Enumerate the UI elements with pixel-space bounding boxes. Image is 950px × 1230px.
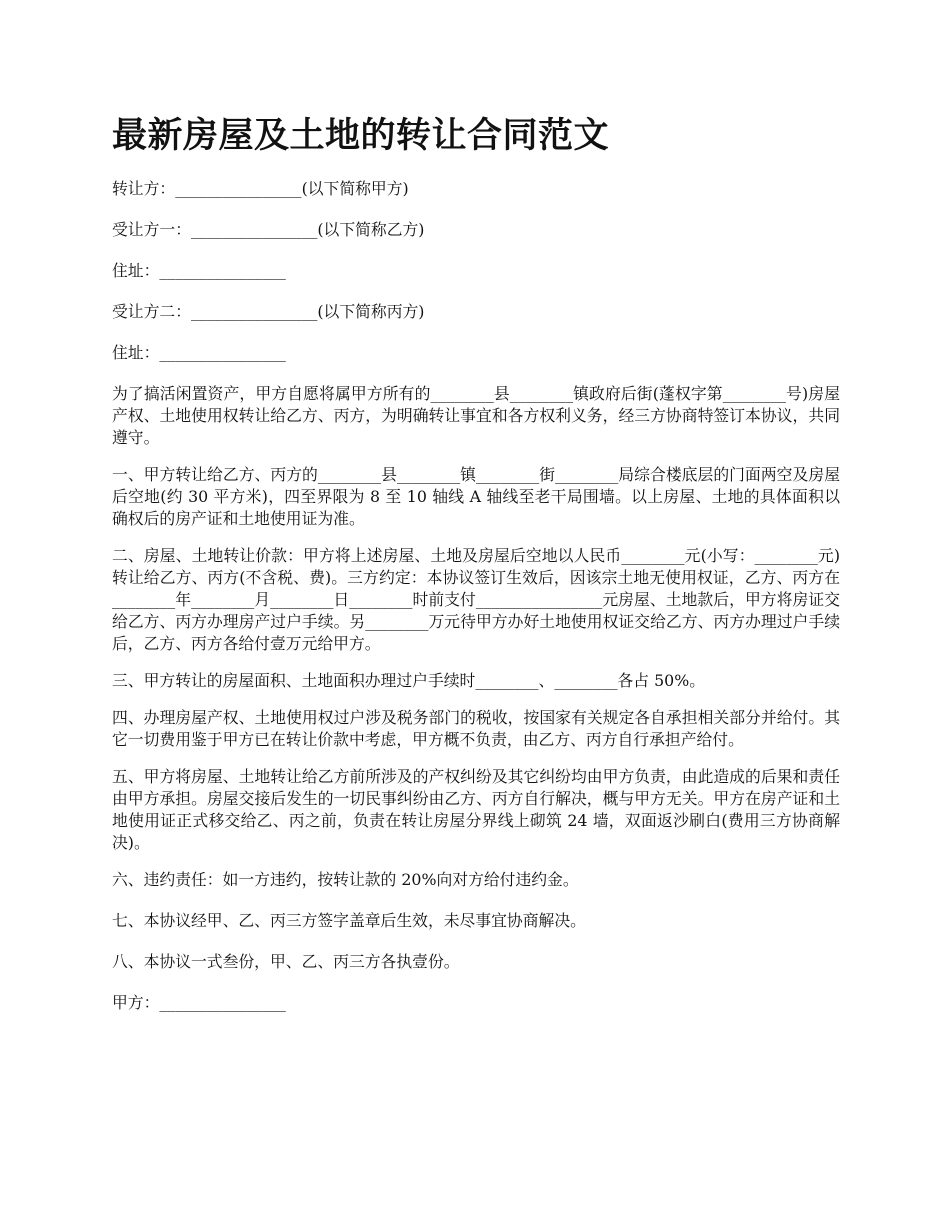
clause-7-paragraph: 七、本协议经甲、乙、丙三方签字盖章后生效，未尽事宜协商解决。 [112,911,586,930]
transferee-one-address-line: 住址：________________ [112,261,286,280]
clause-1-paragraph: 一、甲方转让给乙方、丙方的________县________镇________街________局综合楼底层的门面两空及房屋后空地(约 30 平方米)，四至界限为 8 至 10 轴线 A 轴线至老干局围墙。以上房屋、土地的具体面积以确权后的房产证和土地使用证为准。 [112,465,840,528]
preamble-paragraph: 为了搞活闲置资产，甲方自愿将属甲方所有的________县________镇政府后街(蓬权字第________号)房屋产权、土地使用权转让给乙方、丙方，为明确转让事宜和各方权利义务，经三方协商特签订本协议，共同遵守。 [112,384,840,447]
clause-8-paragraph: 八、本协议一式叁份，甲、乙、丙三方各执壹份。 [112,952,460,971]
document-page [112,0,840,1230]
clause-2-paragraph: 二、房屋、土地转让价款：甲方将上述房屋、土地及房屋后空地以人民币________元(小写：________元)转让给乙方、丙方(不含税、费)。三方约定：本协议签订生效后，因该宗土地无使用权证，乙方、丙方在________年________月________日________时前支付________________元房屋、土地款后，甲方将房证交给乙方、丙方办理房产过户手续。另________万元待甲方办好土地使用权证交给乙方、丙方办理过户手续后，乙方、丙方各给付壹万元给甲方。 [112,546,840,653]
party-a-signature-line: 甲方：________________ [112,993,286,1012]
clause-5-paragraph: 五、甲方将房屋、土地转让给乙方前所涉及的产权纠纷及其它纠纷均由甲方负责，由此造成的后果和责任由甲方承担。房屋交接后发生的一切民事纠纷由乙方、丙方自行解决，概与甲方无关。甲方在房产证和土地使用证正式移交给乙、丙之前，负责在转让房屋分界线上砌筑 24 墙，双面返沙刷白(费用三方协商解决)。 [112,767,840,852]
transferee-one-line: 受让方一：________________(以下简称乙方) [112,220,425,239]
document-title: 最新房屋及土地的转让合同范文 [112,116,610,156]
transferee-two-line: 受让方二：________________(以下简称丙方) [112,302,425,321]
transferee-two-address-line: 住址：________________ [112,343,286,362]
document-body [112,178,840,1033]
clause-4-paragraph: 四、办理房屋产权、土地使用权过户涉及税务部门的税收，按国家有关规定各自承担相关部分并给付。其它一切费用鉴于甲方已在转让价款中考虑，甲方概不负责，由乙方、丙方自行承担产给付。 [112,708,840,749]
clause-3-paragraph: 三、甲方转让的房屋面积、土地面积办理过户手续时________、________各占 50%。 [112,671,706,690]
clause-6-paragraph: 六、违约责任：如一方违约，按转让款的 20%向对方给付违约金。 [112,870,579,889]
transferor-line: 转让方：________________(以下简称甲方) [112,179,409,198]
